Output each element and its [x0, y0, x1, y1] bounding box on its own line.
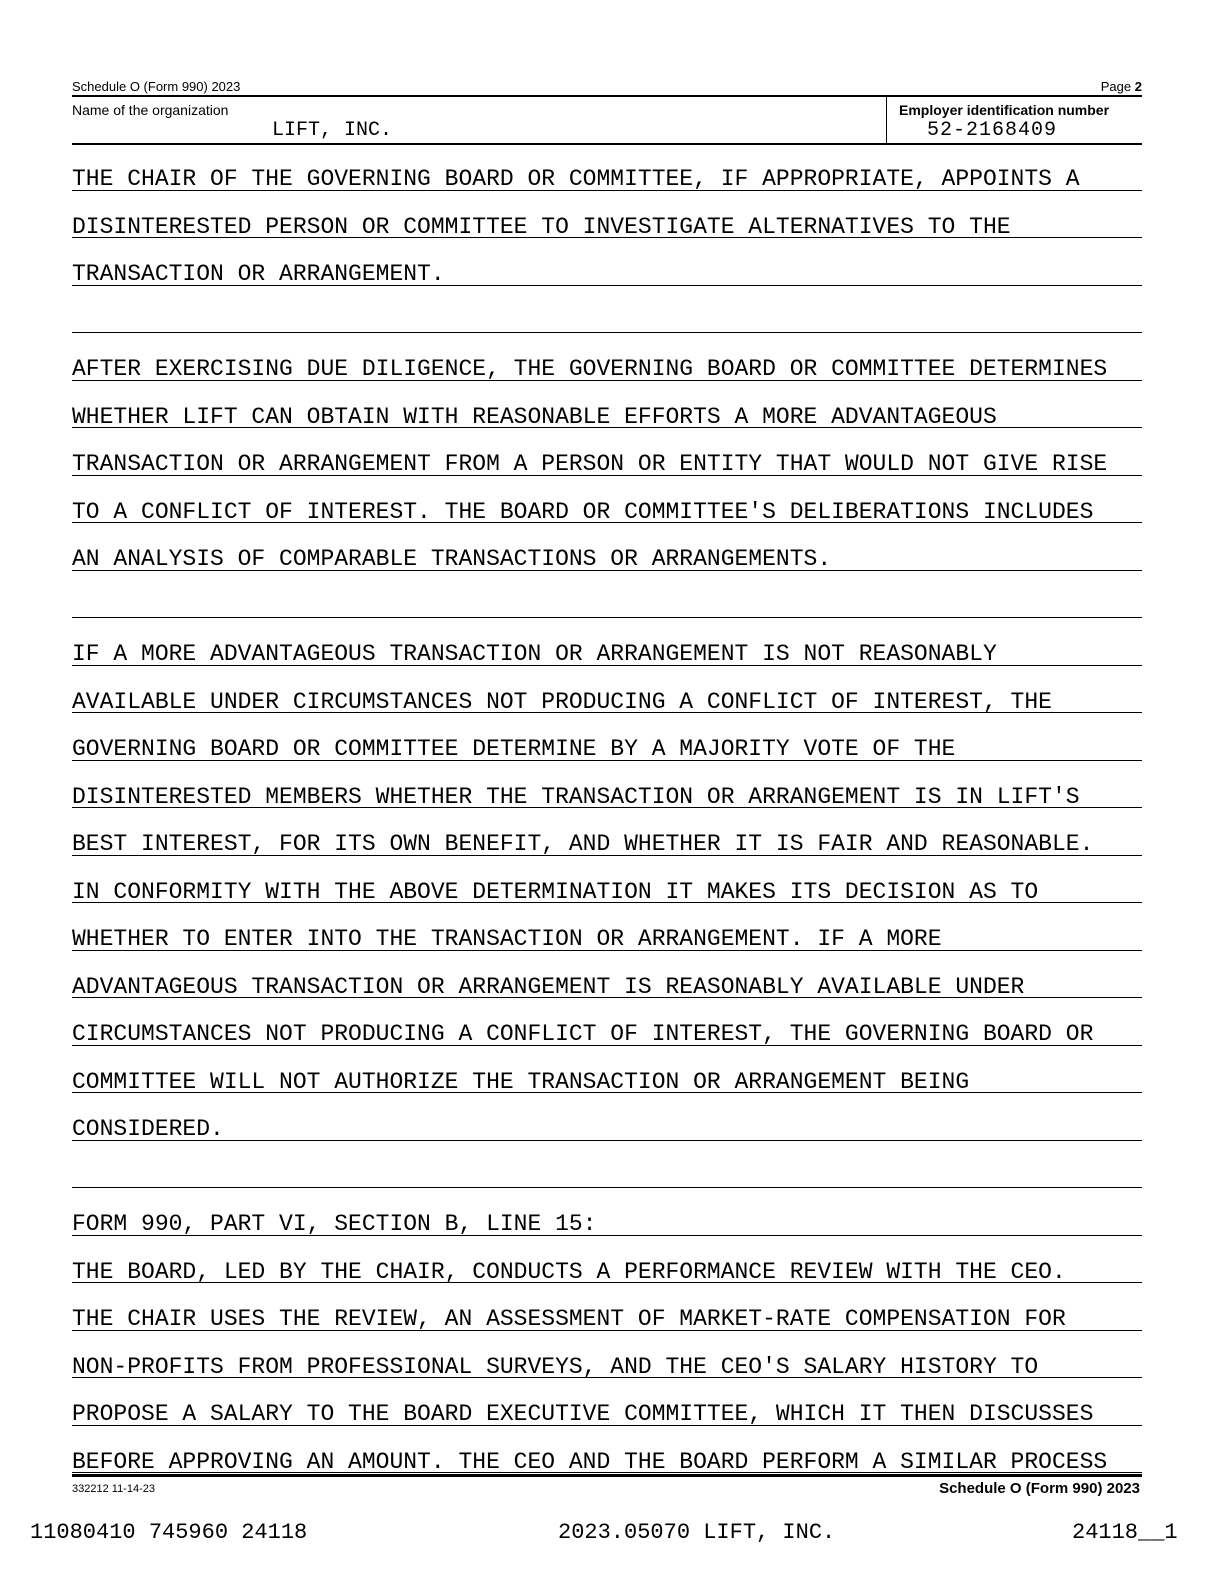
line-text: THE CHAIR OF THE GOVERNING BOARD OR COMMITTEE, IF APPROPRIATE, APPOINTS A	[72, 166, 1080, 192]
footer-form-title: Schedule O (Form 990) 2023	[939, 1480, 1140, 1497]
line-text: BEFORE APPROVING AN AMOUNT. THE CEO AND THE BOARD PERFORM A SIMILAR PROCESS	[72, 1448, 1108, 1475]
text-line	[72, 1236, 1142, 1284]
text-lines	[72, 143, 1142, 1473]
text-line	[72, 238, 1142, 286]
form-header	[72, 78, 1142, 95]
line-text: WHETHER LIFT CAN OBTAIN WITH REASONABLE EFFORTS A MORE ADVANTAGEOUS	[72, 403, 997, 430]
text-line	[72, 1046, 1142, 1094]
ein-value: 52-2168409	[927, 119, 1058, 142]
text-line	[72, 191, 1142, 239]
text-line	[72, 618, 1142, 666]
line-text: AVAILABLE UNDER CIRCUMSTANCES NOT PRODUCING A CONFLICT OF INTEREST, THE	[72, 688, 1052, 715]
text-line	[72, 666, 1142, 714]
line-text: COMMITTEE WILL NOT AUTHORIZE THE TRANSACTION OR ARRANGEMENT BEING	[72, 1068, 970, 1095]
text-line	[72, 1426, 1142, 1474]
line-text: AN ANALYSIS OF COMPARABLE TRANSACTIONS OR ARRANGEMENTS.	[72, 546, 832, 572]
text-line	[72, 523, 1142, 571]
line-text: WHETHER TO ENTER INTO THE TRANSACTION OR ARRANGEMENT. IF A MORE	[72, 926, 942, 952]
line-text: CIRCUMSTANCES NOT PRODUCING A CONFLICT OF INTEREST, THE GOVERNING BOARD OR	[72, 1021, 1094, 1047]
org-name-box	[72, 97, 887, 143]
line-text: IF A MORE ADVANTAGEOUS TRANSACTION OR ARRANGEMENT IS NOT REASONABLY	[72, 641, 997, 667]
line-text: THE CHAIR USES THE REVIEW, AN ASSESSMENT OF MARKET-RATE COMPENSATION FOR	[72, 1306, 1066, 1332]
text-line	[72, 761, 1142, 809]
page-num: 2	[1134, 79, 1142, 94]
text-line	[72, 381, 1142, 429]
ein-label: Employer identification number	[899, 102, 1110, 118]
line-text: NON-PROFITS FROM PROFESSIONAL SURVEYS, AND THE CEO'S SALARY HISTORY TO	[72, 1353, 1039, 1380]
line-text: TRANSACTION OR ARRANGEMENT.	[72, 261, 445, 287]
line-text: PROPOSE A SALARY TO THE BOARD EXECUTIVE COMMITTEE, WHICH IT THEN DISCUSSES	[72, 1401, 1094, 1427]
line-text: THE BOARD, LED BY THE CHAIR, CONDUCTS A PERFORMANCE REVIEW WITH THE CEO.	[72, 1258, 1066, 1285]
text-line	[72, 856, 1142, 904]
text-line	[72, 713, 1142, 761]
bottom-left-id: 11080410 745960 24118	[30, 1520, 308, 1545]
text-line	[72, 808, 1142, 856]
text-line	[72, 1141, 1142, 1189]
text-line	[72, 476, 1142, 524]
form-title: Schedule O (Form 990) 2023	[72, 79, 241, 94]
line-text: DISINTERESTED PERSON OR COMMITTEE TO INVESTIGATE ALTERNATIVES TO THE	[72, 213, 1011, 240]
line-text: ADVANTAGEOUS TRANSACTION OR ARRANGEMENT IS REASONABLY AVAILABLE UNDER	[72, 973, 1025, 1000]
line-text: BEST INTEREST, FOR ITS OWN BENEFIT, AND WHETHER IT IS FAIR AND REASONABLE.	[72, 831, 1094, 857]
line-text: GOVERNING BOARD OR COMMITTEE DETERMINE BY A MAJORITY VOTE OF THE	[72, 736, 956, 762]
text-line	[72, 143, 1142, 191]
text-line	[72, 428, 1142, 476]
text-line	[72, 333, 1142, 381]
text-line	[72, 1283, 1142, 1331]
line-text: TO A CONFLICT OF INTEREST. THE BOARD OR COMMITTEE'S DELIBERATIONS INCLUDES	[72, 498, 1094, 525]
text-line	[72, 998, 1142, 1046]
bottom-right-id: 24118__1	[1072, 1520, 1178, 1545]
text-line	[72, 571, 1142, 619]
ein-box	[887, 97, 1142, 143]
text-line	[72, 1331, 1142, 1379]
divider	[72, 1474, 1142, 1477]
text-line	[72, 1188, 1142, 1236]
line-text: TRANSACTION OR ARRANGEMENT FROM A PERSON OR ENTITY THAT WOULD NOT GIVE RISE	[72, 451, 1108, 477]
line-text: FORM 990, PART VI, SECTION B, LINE 15:	[72, 1211, 597, 1237]
form-code: 332212 11-14-23	[72, 1483, 155, 1495]
text-line	[72, 1378, 1142, 1426]
page-label: Page	[1100, 79, 1132, 94]
text-line	[72, 903, 1142, 951]
line-text: AFTER EXERCISING DUE DILIGENCE, THE GOVERNING BOARD OR COMMITTEE DETERMINES	[72, 356, 1108, 382]
line-text: DISINTERESTED MEMBERS WHETHER THE TRANSACTION OR ARRANGEMENT IS IN LIFT'S	[72, 783, 1080, 810]
bottom-center-id: 2023.05070 LIFT, INC.	[558, 1520, 836, 1545]
page-number	[1101, 79, 1142, 94]
text-line	[72, 286, 1142, 334]
org-name: LIFT, INC.	[272, 119, 393, 142]
org-name-label: Name of the organization	[72, 102, 229, 118]
line-text: CONSIDERED.	[72, 1116, 224, 1142]
text-line	[72, 1093, 1142, 1141]
text-line	[72, 951, 1142, 999]
line-text: IN CONFORMITY WITH THE ABOVE DETERMINATION IT MAKES ITS DECISION AS TO	[72, 878, 1039, 905]
